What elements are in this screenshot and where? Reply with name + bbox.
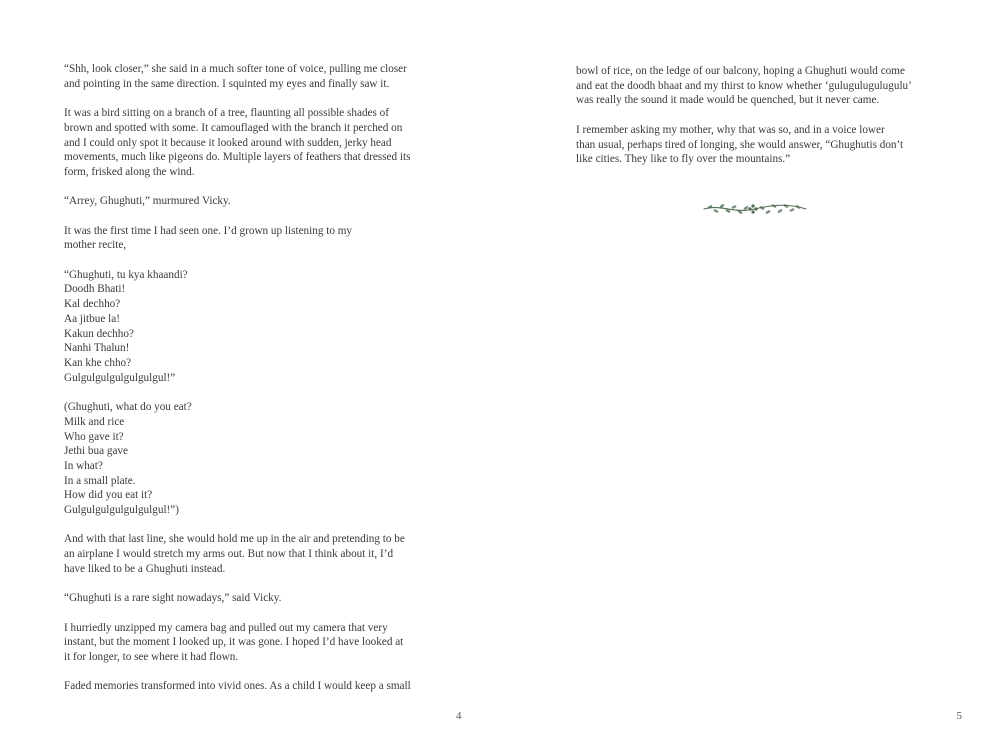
text-line: and eat the doodh bhaat and my thirst to know whether ‘gulugulugulugulu’ [576,79,912,92]
paragraph [64,400,434,518]
text-line: Doodh Bhati! [64,283,126,296]
text-line: “Shh, look closer,” she said in a much softer tone of voice, pulling me closer [64,63,407,75]
paragraph [64,621,434,665]
paragraph [64,532,434,576]
text-line: movements, much like pigeons do. Multiple layers of feathers that dressed its [64,151,411,164]
text-line: an airplane I would stretch my arms out. But now that I think about it, I’d [64,548,394,561]
text-line: Faded memories transformed into vivid ones. As a child I would keep a small [64,680,411,693]
text-line: Gulgulgulgulgulgulgul!” [64,371,176,384]
text-line: I remember asking my mother, why that was so, and in a voice lower [576,123,885,136]
text-line: mother recite, [64,239,127,252]
leafy-vine-ornament-icon [700,198,810,220]
text-line: It was the first time I had seen one. I’d grown up listening to my [64,224,353,237]
left-page-text [64,62,434,709]
text-line: and I could only spot it because it looked around with sudden, jerky head [64,136,392,149]
paragraph [64,194,434,209]
text-line: “Arrey, Ghughuti,” murmured Vicky. [64,195,231,208]
text-line: And with that last line, she would hold me up in the air and pretending to be [64,533,405,546]
text-line: instant, but the moment I looked up, it was gone. I hoped I’d have looked at [64,636,404,649]
paragraph [64,591,434,606]
text-line: Jethi bua gave [64,445,128,458]
text-line: brown and spotted with some. It camouflaged with the branch it perched on [64,121,403,134]
text-line: than usual, perhaps tired of longing, she would answer, “Ghughutis don’t [576,138,904,151]
paragraph [64,62,434,91]
text-line: Kal dechho? [64,298,121,311]
paragraph [576,64,936,108]
right-page-number: 5 [956,710,962,722]
text-line: Gulgulgulgulgulgulgul!”) [64,504,179,517]
text-line: It was a bird sitting on a branch of a tree, flaunting all possible shades of [64,107,389,120]
paragraph [64,224,434,253]
right-page-text [576,64,936,182]
text-line: How did you eat it? [64,489,153,502]
text-line: In a small plate. [64,474,136,487]
paragraph [64,268,434,386]
text-line: bowl of rice, on the ledge of our balcony, hoping a Ghughuti would come [576,65,905,77]
text-line: (Ghughuti, what do you eat? [64,401,192,414]
text-line: “Ghughuti, tu kya khaandi? [64,268,188,281]
text-line: have liked to be a Ghughuti instead. [64,562,226,575]
text-line: Nanhi Thalun! [64,342,130,355]
text-line: was really the sound it made would be quenched, but it never came. [576,94,880,107]
paragraph [64,679,434,694]
paragraph [576,123,936,167]
text-line: form, frisked along the wind. [64,165,195,178]
text-line: In what? [64,459,103,472]
text-line: and pointing in the same direction. I squinted my eyes and finally saw it. [64,77,390,90]
text-line: Kan khe chho? [64,357,132,369]
left-page-number: 4 [456,710,462,722]
text-line: like cities. They like to fly over the mountains.” [576,153,791,166]
text-line: “Ghughuti is a rare sight nowadays,” said Vicky. [64,592,282,605]
right-page [500,0,1000,750]
text-line: Kakun dechho? [64,327,134,340]
text-line: Who gave it? [64,430,124,443]
paragraph [64,106,434,180]
text-line: Milk and rice [64,415,125,428]
text-line: I hurriedly unzipped my camera bag and pulled out my camera that very [64,621,388,634]
text-line: Aa jitbue la! [64,312,120,325]
text-line: it for longer, to see where it had flown. [64,651,239,663]
